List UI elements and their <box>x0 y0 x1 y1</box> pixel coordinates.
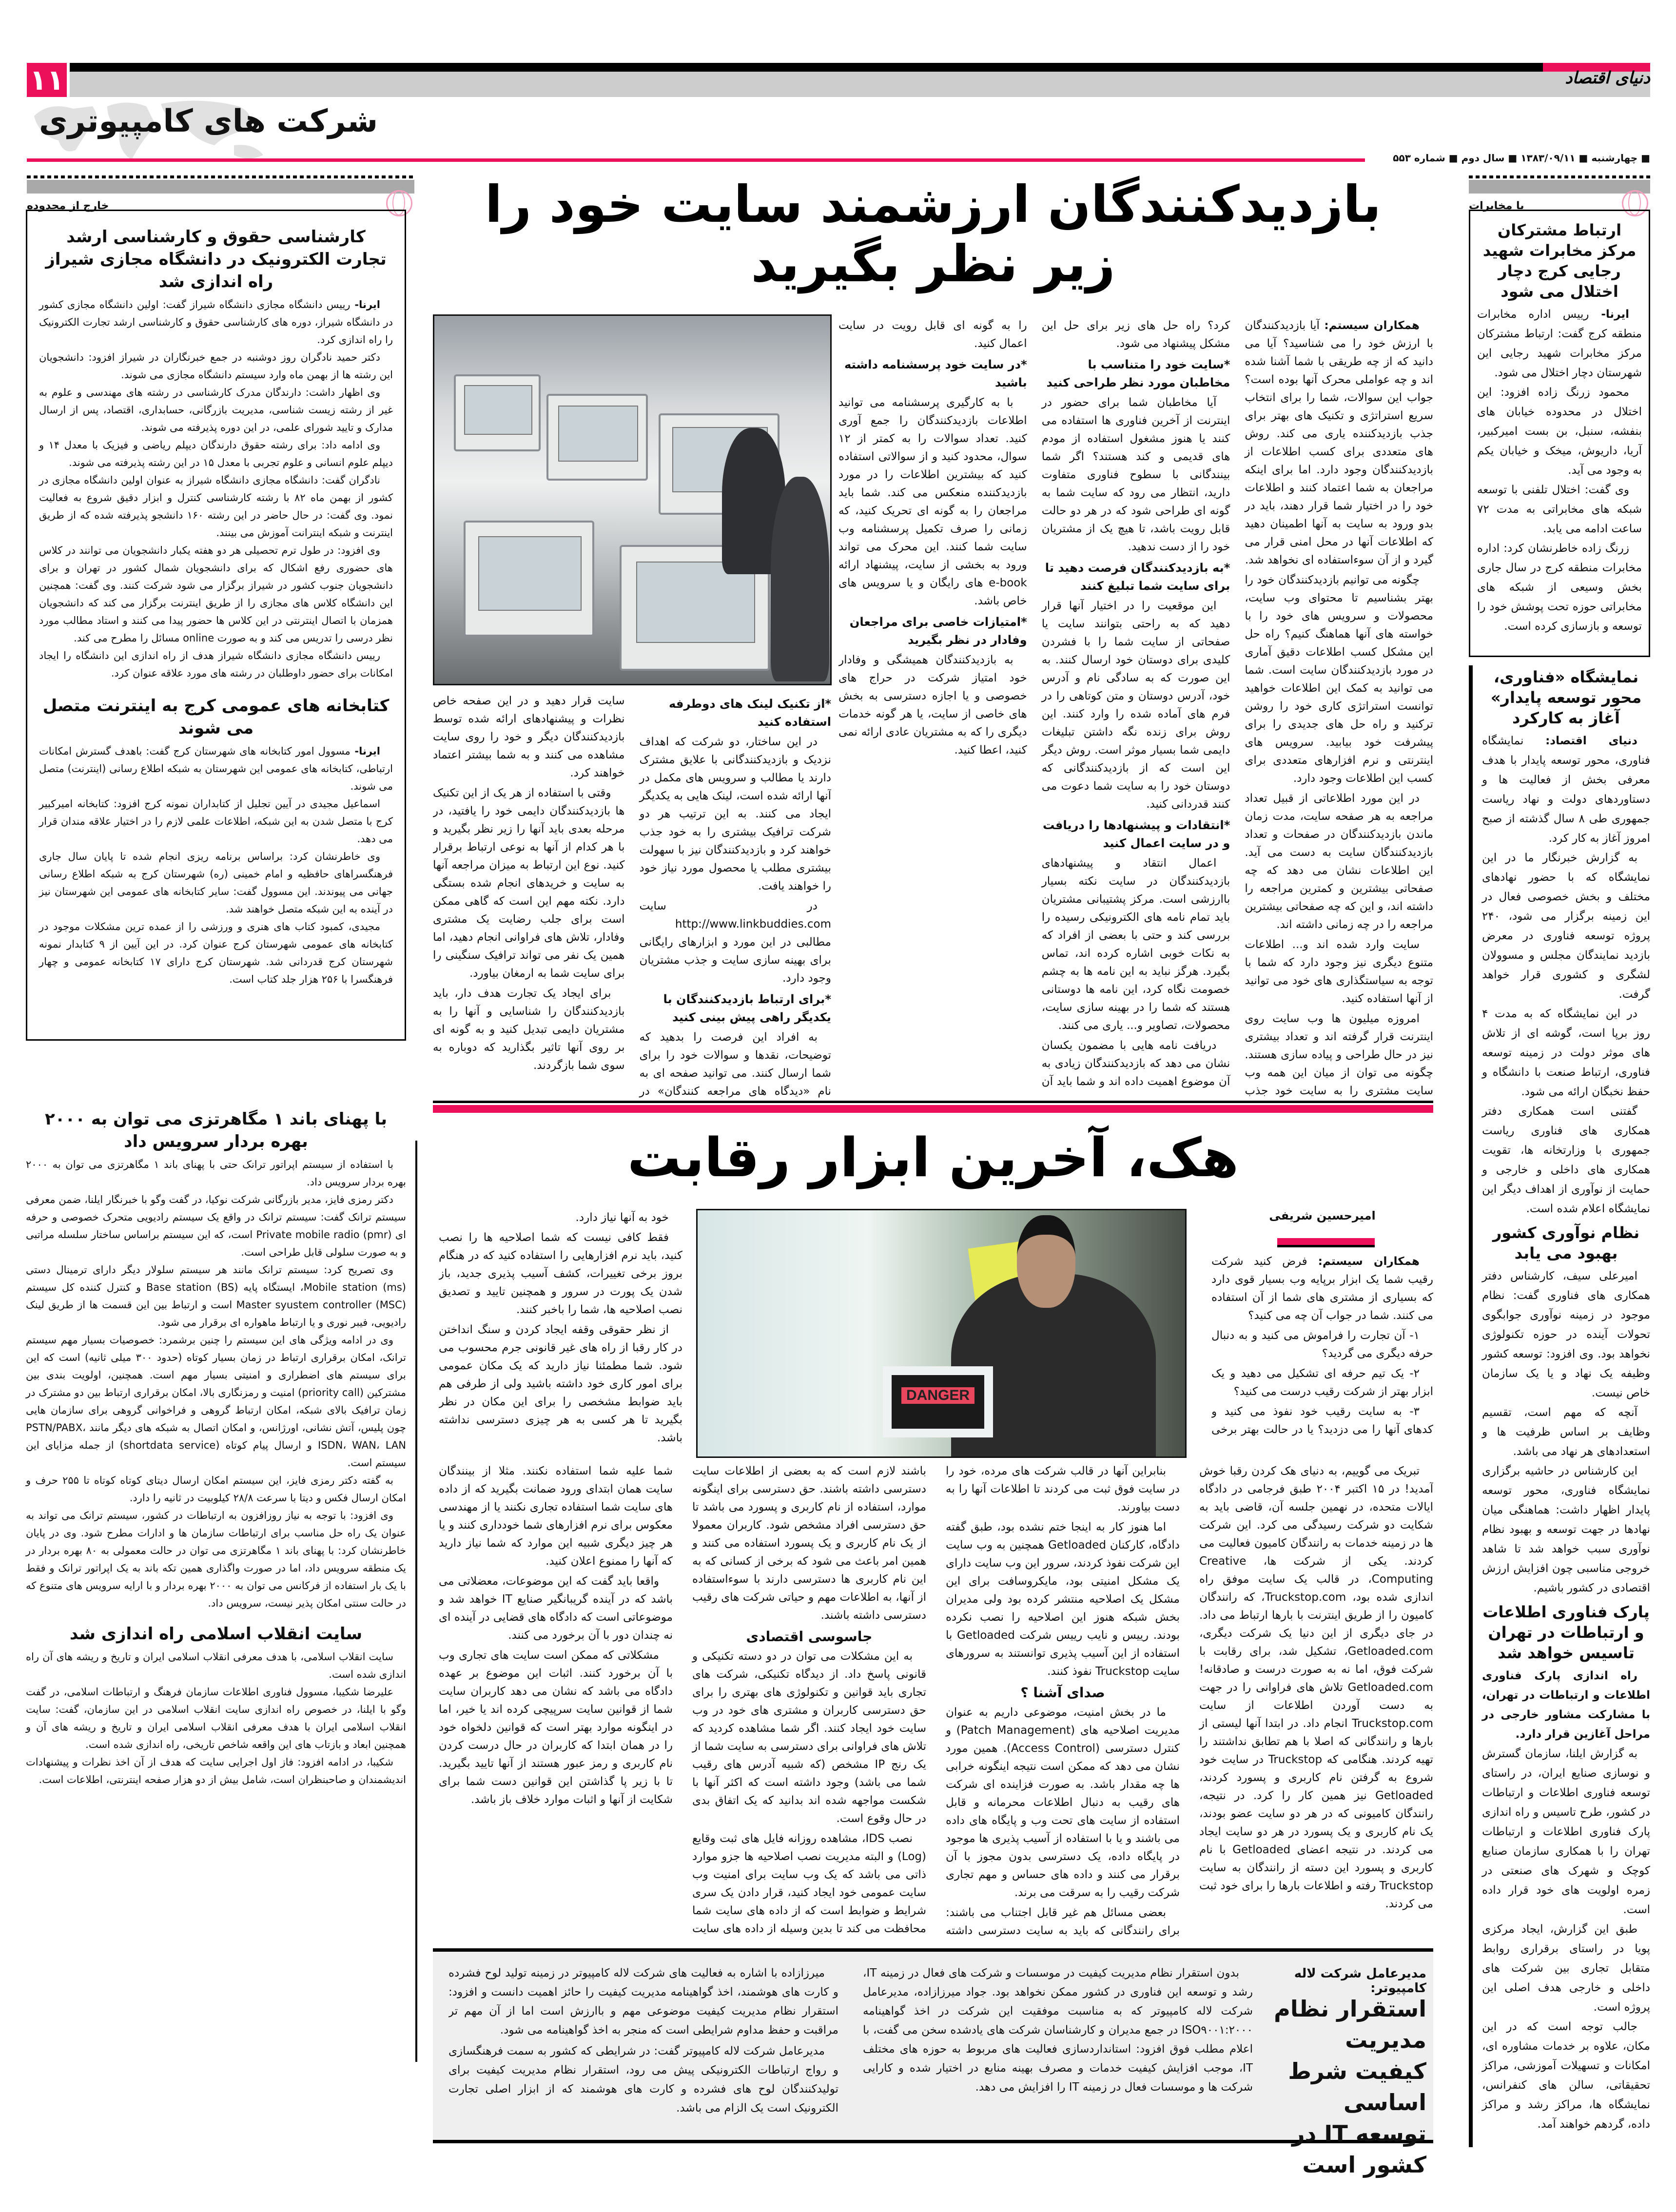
office-computers-photo <box>433 314 832 685</box>
paragraph-text: ۱- آن تجارت را فراموش می کنید و به دنبال حرفه دیگری می گردید؟ <box>1211 1329 1433 1360</box>
header-bar <box>27 180 414 194</box>
paragraph <box>1482 1666 1650 1744</box>
lead-text: دنیای اقتصاد: <box>1523 735 1637 747</box>
news-item <box>1482 667 1650 1219</box>
paragraph-text: آیا مخاطبان شما برای حضور در اینترنت از آخرین فناوری ها استفاده می کنند یا هنوز مشغول استفاده از مودم های قدیمی و کند هستند؟ اگر شما بینندگانی با سطوح فناوری متفاوت دارید، انتظار می رود که سایت شما به گونه ای طراحی شود که در هر دو حالت قابل رویت باشد، تا هیچ یک از مشتریان خود را از دست ندهید. <box>1041 396 1230 553</box>
paragraph-text: به بازدیدکنندگان همیشگی و وفادار خود امتیاز شرکت در حراج های خصوصی و یا اجازه دسترسی به بخش های خاصی از سایت، یا هر گونه خدمات دیگری را که به مشتریان عادی ارائه نمی کنید، اعطا کنید. <box>838 654 1027 757</box>
paragraph-text: شکیبا، در ادامه افزود: فاز اول اجرایی سایت که هدف از آن اخذ نظرات و پیشنهادات اندیشمندان و صاحبنظران است، شامل بیش از دو هزار صفحه اینترنتی، اطلاعات است. <box>26 1756 406 1785</box>
paragraph <box>433 784 625 983</box>
quality-box-headline: استقرار نظام مدیریت کیفیت شرط اساسی توسعه IT در کشور است <box>1274 1996 1426 2178</box>
news-item <box>26 1623 406 1788</box>
paragraph <box>1211 1327 1433 1363</box>
paragraph <box>439 1572 673 1645</box>
person-head <box>1017 1215 1075 1308</box>
paragraph <box>39 471 393 542</box>
paragraph-text: مسوول امور کتابخانه های شهرستان کرج گفت: باهدف گسترش امکانات ارتباطی، کتابخانه های عمومی این شهرستان به شبکه اطلاع رسانی (اینترنت) متصل می شوند. <box>39 745 393 792</box>
hack-story-headline: هک، آخرین ابزار رقابت <box>627 1126 1239 1189</box>
main-story-body-left <box>433 692 831 1102</box>
paragraph-text: محمود زرنگ زاده افزود: این اختلال در محدوده خیابان های بنفشه، سنبل، بن بست امیرکبیر، آریا، داریوش، میخک و خیابان یکم به وجود می آید. <box>1477 386 1642 477</box>
paragraph-text: جالب توجه است که در این مکان، علاوه بر خدمات مشاوره ای، امکانات و تسهیلات آموزشی، مراکز تحقیقاتی، سالن های کنفرانس، نمایشگاه ها، مراکز رشد و مراکز داده، گردهم خواهند آمد. <box>1482 2020 1650 2131</box>
subheading: *در سایت خود پرسشنامه داشته باشید <box>844 358 1027 389</box>
paragraph-text: تبریک می گوییم، به دنیای هک کردن رقبا خوش آمدید! در ۱۵ اکتبر ۲۰۰۴ طبق فرجامی در دادگاه ایالات متحده، در نهمین جلسه آن، قاضی باید به شکایت دو شرکت رسیدگی می کرد. این شرکت ها در زمینه خدمات به رانندگان کامیون فعالیت می کردند. یکی از شرکت ها، Creative Computing، در قالب یک سایت موفق راه اندازی شده بود، Truckstop.com، که رانندگان کامیون را از طریق اینترنت با بارها ارتباط می داد. در جای دیگری از این دنیا یک شرکت دیگری، Getloaded.com، تشکیل شد، برای رقابت با شرکت فوق، اما نه به صورت درست و صادقانه! Getloaded.com تلاش های فراوانی را در جهت به دست آوردن اطلاعات از سایت Truckstop.com انجام داد. در ابتدا آنها لیستی از بارها و رانندگانی که اصلا با هم تطابق نداشتند را تهیه کردند. هنگامی که Truckstop در سایت خود شروع به گرفتن نام کاربری و پسورد کردند، Getloaded نیز همین کار را کرد. در نتیجه، رانندگان کامیونی که در هر دو سایت عضو بودند، یک نام کاربری و یک پسورد در هر دو سایت ایجاد می کردند. در نتیجه اعضای Getloaded با نام کاربری و پسورد این دسته از رانندگان به سایت Truckstop رفته و اطلاعات بارها را برای خود ثبت می کردند. <box>1199 1465 1433 1910</box>
paragraph <box>439 1229 682 1319</box>
paragraph-text: آنچه که مهم است، تقسیم وظایف بر اساس ظرفیت ها و استعدادهای هر نهاد می باشد. <box>1482 1406 1650 1458</box>
monitor-icon <box>464 521 594 637</box>
paragraph <box>39 542 393 647</box>
subheading: صدای آشنا ؟ <box>1020 1685 1105 1701</box>
paragraph <box>1211 1253 1433 1325</box>
right-column-header <box>1469 175 1650 212</box>
article-headline: کتابخانه های عمومی کرج به اینترنت متصل می شوند <box>42 696 390 738</box>
lead-text: راه اندازی پارک فناوری اطلاعات و ارتباطات در تهران، با مشارکت مشاور خارجی در مراحل آغازین قرار دارد. <box>1482 1669 1650 1741</box>
paragraph <box>26 1472 406 1507</box>
paragraph <box>640 897 832 988</box>
paragraph <box>863 1964 1253 2097</box>
paragraph <box>448 1964 838 2040</box>
paragraph-text: میرزازاده با اشاره به فعالیت های شرکت لاله کامپیوتر در زمینه تولید لوح فشرده و کارت های هوشمند، اخذ گواهینامه مدیریت کیفیت را حائز اهمیت دانست و افزود: استقرار نظام مدیریت کیفیت موضوعی مهم و باارزش است اما از آن مهم تر مراقبت و حفظ مداوم شرایطی است که منجر به اخذ گواهینامه می شود. <box>448 1967 838 2037</box>
paragraph <box>1245 790 1433 934</box>
paragraph-text: برای ایجاد یک تجارت هدف دار، باید بازدیدکنندگان را شناسایی و آنها را به مشتریان دایمی تبدیل کنید و به گونه ای بر روی آنها تاثیر بگذارید که دوباره به سوی شما بازگردند. <box>433 987 625 1072</box>
paragraph-text: به گزارش ایلنا، سازمان گسترش و نوسازی صنایع ایران، در راستای توسعه فناوری اطلاعات و ارتباطات در کشور، طرح تاسیس و راه اندازی پارک فناوری اطلاعات و ارتباطات تهران را با همکاری سازمان صنایع کوچک و شهرک های صنعتی در زمره اولویت های خود قرار داده است. <box>1482 1747 1650 1916</box>
paragraph <box>1042 394 1230 556</box>
paragraph <box>1482 1004 1650 1102</box>
paragraph <box>1477 383 1642 480</box>
page-number: ۱۱ <box>27 63 67 97</box>
news-item <box>1482 1602 1650 2134</box>
paragraph-text: وی افزود: با توجه به نیاز روزافزون به ارتباطات در کشور، سیستم ترانک می تواند به عنوان یک راه حل مناسب برای ارتباطات سازمان ها و ادارات مطرح شود. وی در پایان خاطرنشان کرد: با پهنای باند ۱ مگاهرتزی می توان در حالت معمولی به ۸۰ بهره بردار در یک منطقه سرویس داد، اما در صورت واگذاری همین تکه باند به یک اپراتور ترانک و فقط با یک بار استفاده از فرکانس می توان به ۲۰۰۰ بهره بردار و با ارایه سرویس های متنوع که در حالت سنتی امکان پذیر نیست، سرویس داد. <box>26 1510 406 1609</box>
article-headline: ارتباط مشترکان مرکز مخابرات شهید رجایی کرج دچار اختلال می شود <box>1482 221 1637 301</box>
byline-rule <box>1277 1238 1375 1247</box>
paragraph-text: این کارشناس در حاشیه برگزاری نمایشگاه فناوری، محور توسعه پایدار اظهار داشت: هماهنگی میان نهادها در جهت توسعه و بهبود نظام نوآوری سبب خواهد شد تا شاهد خروجی مناسبی چون افزایش ارزش اقتصادی در کشور باشیم. <box>1482 1465 1650 1594</box>
paragraph-text: طبق این گزارش، ایجاد مرکزی پویا در راستای برقراری روابط متقابل تجاری بین شرکت های داخلی و خارجی هدف اصلی این پروژه است. <box>1482 1923 1650 2014</box>
main-story-body-right <box>838 317 1433 1102</box>
paragraph <box>26 1507 406 1612</box>
paragraph-text: ۲- یک تیم حرفه ای تشکیل می دهید و یک ابزار بهتر از شرکت رقیب درست می کنید؟ <box>1211 1367 1433 1398</box>
paragraph <box>838 394 1027 610</box>
paragraph-text: امروزه میلیون ها وب سایت روی اینترنت قرار گرفته اند و تعداد بیشتری نیز در حال طراحی و پیاده سازی هستند. چگونه می توان از میان این همه وب سایت مشتری را به سایت خود جذب کرد؟ راه حل های زیر برای حل این مشکل پیشنهاد می شود. <box>1041 319 1433 1097</box>
monitor-icon <box>546 394 648 481</box>
article-headline: نظام نوآوری کشور بهبود می یابد <box>1492 1223 1640 1262</box>
paragraph-text: مدیرعامل شرکت لاله کامپیوتر گفت: در شرایطی که کشور به سمت فرهنگسازی و رواج ارتباطات الکترونیکی پیش می رود، استقرار نظام مدیریت کیفیت برای تولیدکنندگان لوح های فشرده و کارت های هوشمند که از ابزار اصلی تجارت الکترونیک است یک الزام می باشد. <box>448 2045 838 2115</box>
news-item <box>39 695 393 988</box>
paragraph <box>838 651 1027 759</box>
paragraph-text: سایت وارد شده اند و... اطلاعات متنوع دیگری نیز وجود دارد که شما با توجه به سیاستگذاری های خود می توانید از آنها استفاده کنید. <box>1245 938 1433 1005</box>
paragraph-text: نصب IDS، مشاهده روزانه فایل های ثبت وقایع (Log) و البته مدیریت نصب اصلاحیه ها جزو موارد ذاتی می باشد که یک وب سایت برای امنیت وب سایت عمومی خود ایجاد کنید، قرار دادن یک سری شرایط و ضوابط است که از داده های سایت شما محافظت می کند تا بدین وسیله از داده های سایت شما علیه شما استفاده نکنند. مثلا از بینندگان سایت همان ابتدای ورود ضمانت بگیرید که از داده های سایت شما استفاده تجاری نکنند یا از مهندسی معکوس برای نرم افزارهای شما خودداری کنند و یا هر چیز دیگری شبیه این موارد که شما نیاز دارید که آنها را ممنوع اعلان کنید. <box>439 1465 926 1935</box>
left-column-lower <box>26 1104 406 2069</box>
article-body <box>1477 305 1642 636</box>
paragraph <box>39 848 393 918</box>
lead-text: همکاران سیستم: <box>1307 1255 1420 1268</box>
paragraph <box>26 1753 406 1788</box>
lead-text: ایرنا- <box>350 745 380 757</box>
paragraph <box>439 1321 682 1447</box>
paragraph-text: به گزارش خبرنگار ما در این نمایشگاه که با حضور نهادهای مختلف و بخش خصوصی فعال در این زمینه برگزار می شود، ۲۴۰ پروژه توسعه فناوری در معرض بازدید نمایندگان مجلس و مسوولان لشگری و کشوری قرار خواهد گرفت. <box>1482 852 1650 1001</box>
paragraph-text: وی اظهار داشت: دارندگان مدرک کارشناسی در رشته های مهندسی و علوم به غیر از رشته زیست شناسی، مدیریت بازرگانی، حسابداری، اقتصاد، پس از ارسال مدارک و تایید شورای علمی، در این دوره پذیرفته می شوند. <box>39 387 393 433</box>
paragraph <box>433 985 625 1075</box>
left-column-box <box>26 210 406 1041</box>
paragraph-text: بدون استقرار نظام مدیریت کیفیت در موسسات و شرکت های فعال در زمینه IT، رشد و توسعه این فناوری در کشور ممکن نخواهد بود. جواد میرزازاده، مدیرعامل شرکت لاله کامپیوتر که به مناسبت موفقیت این شرکت در اخذ گواهینامه ISO۹۰۰۱:۲۰۰۰ در جمع مدیران و کارشناسان شرکت های یادشده سخن می گفت، با اعلام مطلب فوق افزود: استانداردسازی فعالیت های مربوط به حوزه های مختلف IT، موجب افزایش کیفیت خدمات و مصرف بهینه منابع در اختیار شده و کارایی شرکت ها و موسسات فعال در زمینه IT را افزایش می دهد. <box>863 1967 1253 2094</box>
paragraph <box>1211 1365 1433 1401</box>
paragraph-text: ۳- به سایت رقیب خود نفوذ می کنید و کدهای آنها را می دزدید؟ یا در حالت بهتر برخی <box>1211 1405 1433 1436</box>
paragraph-text: این موقعیت را در اختیار آنها قرار دهید که به راحتی بتوانند سایت یا صفحاتی از سایت شما را با فشردن کلیدی برای دوستان خود ارسال کنند. به این صورت که به سادگی نام و آدرس خود، آدرس دوستان و متن کوتاهی را در فرم های آماده شده را وارد کنند. این روش برای زنده نگه داشتن تبلیغات دایمی شما بسیار موثر است. روش دیگر این است که از بازدیدکنندگانی که دوستان خود را به سایت شما دعوت می کنند قدردانی کنید. <box>1041 600 1230 811</box>
danger-sign-text: DANGER <box>901 1387 974 1404</box>
paragraph <box>39 436 393 471</box>
paragraph-text: در این نمایشگاه که به مدت ۴ روز برپا است، گوشه ای از تلاش های موثر دولت در زمینه توسعه فناوری، ارتباط صنعت با دانشگاه و حفظ نخبگان ارائه می شود. <box>1482 1008 1650 1098</box>
paragraph-text: وقتی با استفاده از هر یک از این تکنیک ها بازدیدکنندگان دایمی خود را یافتید، در مرحله بعدی باید آنها را زیر نظر بگیرید و با هر کدام از آنها به نوعی ارتباط برقرار کنید. نوع این ارتباط به میزان مراجعه آنها به سایت و خریدهای انجام شده بستگی دارد. نکته مهم این است که گاهی ممکن است برای جلب رضایت یک مشتری وفادار، تلاش های فراوانی انجام دهید، اما همین یک نفر می تواند ترافیک سنگینی را برای سایت شما به ارمغان بیاورد. <box>433 787 625 980</box>
paragraph-text: با استفاده از سیستم اپراتور ترانک حتی با پهنای باند ۱ مگاهرتزی می توان به ۲۰۰۰ بهره بردار سرویس داد. <box>26 1159 406 1188</box>
lead-text: ایرنا- <box>1589 308 1630 321</box>
paragraph-text: فقط کافی نیست که شما اصلاحیه ها را نصب کنید، باید نرم افزارهایی را استفاده کنید که در هنگام بروز برخی تغییرات، کشف آسیب پذیری جدید، باز شدن یک پورت در سرور و همچنین تایید و تصدیق نصب اصلاحیه ها، شما را باخبر کنند. <box>439 1231 682 1316</box>
paragraph-text: سایت انقلاب اسلامی، با هدف معرفی انقلاب اسلامی ایران و تاریخ و ریشه های آن راه اندازی شده است. <box>26 1651 406 1680</box>
subheading: *به بازدیدکنندگان فرصت دهید تا برای سایت شما تبلیغ کنند <box>1045 561 1230 593</box>
paragraph-text: علیرضا شکیبا، مسوول فناوری اطلاعات سازمان فرهنگ و ارتباطات اسلامی، در گفت وگو با ایلنا، در خصوص راه اندازی سایت انقلاب اسلامی در این سازمان، گفت: سایت انقلاب اسلامی ایران با هدف معرفی انقلاب اسلامی ایران و تاریخ و ریشه های آن و همچنین ابعاد و بازتاب های این واقعه شاخص تاریخی، راه اندازی شده است. <box>26 1686 406 1750</box>
paragraph-text: نمایشگاه فناوری، محور توسعه پایدار با هدف معرفی بخش از فعالیت ها و دستاوردهای دولت و نهاد ریاست جمهوری طی ۸ سال گذشته از صبح امروز آغاز به کار کرد. <box>1482 735 1650 845</box>
paragraph <box>39 296 393 349</box>
paragraph-text: خود به آنها نیاز دارد. <box>575 1211 669 1224</box>
paragraph <box>1482 1102 1650 1219</box>
right-column-lower <box>1482 663 1650 2150</box>
quality-box-body <box>448 1964 1253 2130</box>
paragraph <box>26 1331 406 1472</box>
paragraph <box>1482 848 1650 1004</box>
paragraph-text: آیا بازدیدکنندگان با ارزش خود را می شناسید؟ آیا می دانید که از چه طریقی با شما آشنا شده اند و چه عواملی محرک آنها بوده است؟ جواب این سوالات، شما را برای انتخاب سریع استراتژی و تکنیک های بهتر برای جذب بازدیدکننده یاری می کند. روش های متعددی برای کسب اطلاعات از بازدیدکنندگان وجود دارد. اما برای اینکه مراجعان به شما اعتماد کنند و اطلاعات خود را در اختیار شما قرار دهند، باید در بدو ورود به سایت به آنها اطمینان دهید که اطلاعات آنها در محل امنی قرار می گیرد و از آن سوءاستفاده ای نخواهد شد. <box>1245 319 1433 566</box>
paragraph <box>692 1648 926 1828</box>
paragraph <box>39 742 393 795</box>
paragraph-text: مجیدی، کمبود کتاب های هنری و ورزشی را از عمده ترین مشکلات موجود در کتابخانه های عمومی شهرستان کرج عنوان کرد. در این آیین از ۹ کتابدار نمونه شهرستان کرج قدردانی شد. شهرستان کرج دارای ۱۷ کتابخانه عمومی و چهار فرهنگسرا با ۲۵۶ هزار جلد کتاب است. <box>39 921 393 985</box>
right-column-label: با مخابرات <box>1469 200 1524 212</box>
paragraph-text: وی تصریح کرد: سیستم ترانک مانند هر سیستم سلولار دیگر دارای ترمینال دستی Mobile station (ms)، ایستگاه پایه Base station (BS) و کنترل کننده کل سیستم Master syustem controller (MSC) است و ارتباط بین این قسمت ها از طریق لینک رادیویی، فیبر نوری و یا ارتباط ماهواره ای برقرار می شود. <box>26 1264 406 1328</box>
story-divider <box>433 1101 1433 1103</box>
paragraph-text: در این مورد اطلاعاتی از قبیل تعداد مراجعه به هر صفحه سایت، مدت زمان ماندن بازدیدکنندگان در صفحات و تعداد بازدیدکنندگان سایت به دست می آید. این اطلاعات نشان می دهد که چه صفحاتی بیشترین و کمترین مراجعه را داشته اند، و این که چه صفحاتی بیشترین مراجعه را در چه زمانی داشته اند. <box>1245 792 1433 931</box>
paragraph-text: واقعا باید گفت که این موضوعات، معضلاتی می باشد که در آینده گریبانگیر صنایع IT خواهد شد و موضوعاتی است که دادگاه های قضایی در آینده ای نه چندان دور با آن برخورد می کنند. <box>439 1575 673 1642</box>
paragraph <box>1482 1744 1650 1920</box>
paragraph <box>1482 1403 1650 1461</box>
paragraph <box>1245 936 1433 1008</box>
paragraph <box>26 1191 406 1261</box>
paragraph <box>39 384 393 436</box>
article-headline: نمایشگاه «فناوری، محور توسعه پایدار» آغاز به کارکرد <box>1490 668 1642 727</box>
paragraph-text: بنابراین آنها در قالب شرکت های مرده، خود را در سایت فوق ثبت می کردند تا اطلاعات آنها را به دست بیاورند. <box>946 1465 1180 1513</box>
paragraph <box>946 1462 1180 1516</box>
paragraph-text: گفتنی است همکاری دفتر همکاری های فناوری ریاست جمهوری با وزارتخانه ها، تقویت همکاری های داخلی و خارجی و حمایت از نوآوری از اهداف دیگر این نمایشگاه اعلام شده است. <box>1482 1105 1650 1215</box>
article-body <box>1482 731 1650 1219</box>
quality-box-kicker: مدیرعامل شرکت لاله کامپیوتر: <box>1294 1966 1426 1996</box>
paragraph <box>1477 539 1642 636</box>
paragraph-text: نادگران گفت: دانشگاه مجازی دانشگاه شیراز به عنوان اولین دانشگاه مجازی در کشور از بهمن ماه ۸۲ با رشته کارشناسی کنترل و ابزار دقیق شروع به فعالیت نمود. وی گفت: در حال حاضر در این رشته ۱۶۰ دانشجو پذیرفته شده که از طریق اینترنت و شبکه اینترانت آموزش می بینند. <box>39 474 393 539</box>
hack-story-intro <box>1211 1253 1433 1457</box>
left-column-label: خارج از محدوده <box>27 200 109 212</box>
news-item <box>39 226 393 682</box>
newspaper-logo: دنیای اقتصاد <box>1565 68 1650 88</box>
paragraph-text: وی گفت: اختلال تلفنی با توسعه شبکه های مخابراتی به مدت ۷۲ ساعت ادامه می یابد. <box>1477 484 1642 535</box>
paragraph <box>1042 854 1230 1035</box>
paragraph-text: از نظر حقوقی وقفه ایجاد کردن و سنگ انداختن در کار رقبا از راه های غیر قانونی جرم محسوب می شود. شما مطمئنا نیاز دارید که یک مکان عمومی برای امور کاری خود داشته باشید ولی از طرفی هم باید ضوابط مشخصی را برای این مکان در نظر بگیرید تا هر کسی به هر چیزی دسترسی نداشته باشد. <box>439 1323 682 1444</box>
paragraph-text: دریافت نامه هایی با مضمون یکسان نشان می دهد که بازدیدکنندگان زیادی به آن موضوع اهمیت داده اند و شما باید آن را به گونه ای قابل رویت در سایت اعمال کنید. <box>838 319 1230 1088</box>
paragraph-text: در سایت http://www.linkbuddies.com مطالبی در این مورد و ابزارهای رایگانی برای بهینه سازی سایت و جذب مشتریان وجود دارد. <box>639 900 831 985</box>
person-silhouette <box>771 477 829 681</box>
masthead-gray-band <box>70 72 1650 97</box>
column-rule <box>415 1141 417 2062</box>
paragraph <box>640 733 832 895</box>
paragraph-text: وی در ادامه ویژگی های این سیستم را چنین برشمرد: خصوصیات بسیار مهم سیستم ترانک، امکان برقراری ارتباط در زمان بسیار کوتاه (حدود ۳۰۰ میلی ثانیه) است که این برای سیستم های اضطراری و امنیتی بسیار مهم است. همچنین، اولویت بندی بین مشترکین (priority call) امنیت و رمزنگاری بالا، امکان برقراری ارتباط بین دو مشترک در زمان ترافیک بالای شبکه، امکان ارتباط گروهی و فراخوانی گروهی برای سازمان هایی چون پلیس، آتش نشانی، اورژانس، و امکان اتصال به شبکه های دیگر مانند PSTN/PABX، ISDN، WAN، LAN و ارسال پیام کوتاه (shortdata service) از جمله مزایای این سیستم است. <box>26 1334 406 1469</box>
paragraph-text: اعمال انتقاد و پیشنهادهای بازدیدکنندگان در سایت نکته بسیار باارزشی است. مرکز پشتیبانی مشتریان باید تمام نامه های الکترونیکی رسیده را بررسی کند و حتی با بعضی از افراد که به نکات خوبی اشاره کرده اند، تماس بگیرد. هرگز نباید به این نامه ها به چشم خصومت نگاه کرد، این نامه ها دوستانی هستند که شما را در بهینه سازی سایت، محصولات، تصاویر و... یاری می کنند. <box>1041 857 1230 1032</box>
paragraph-text: در این ساختار، دو شرکت که اهداف نزدیک و بازدیدکنندگانی با علایق مشترک دارند یا مطالب و سرویس های مکمل در آنها ارائه شده است، لینک هایی به یکدیگر ایجاد می کنند. به این ترتیب هر دو شرکت ترافیک بیشتری را به خود جذب خواهند کرد و بازدیدکنندگان نیز با سهولت بیشتری مطلب یا محصول مورد نیاز خود را خواهند یافت. <box>639 736 831 893</box>
subheading: *سایت خود را متناسب با مخاطبان مورد نظر طراحی کنید <box>1046 358 1230 389</box>
paragraph-text: رییس دانشگاه مجازی دانشگاه شیراز هدف از راه اندازی این دانشگاه را ایجاد امکانات برای حضور داوطلبان در رشته های مورد علاقه عنوان کرد. <box>39 650 393 679</box>
paragraph <box>448 2042 838 2118</box>
paragraph-text: چگونه می توانیم بازدیدکنندگان خود را بهتر بشناسیم تا محتوای وب سایت، محصولات و سرویس های خود را با خواسته های آنها هماهنگ کنیم؟ راه حل این مشکل کسب اطلاعات دقیق آماری در مورد بازدیدکنندگان سایت است. شما می توانید به کمک این اطلاعات خواهید توانست استراتژی کاری خود را روشن ترکنید و راه حل های جدیدی را برای پیشرفت خود بیابید. سرویس های اینترنتی و نرم افزارهای متعددی برای کسب این اطلاعات وجود دارد. <box>1245 574 1433 785</box>
paragraph <box>1482 1920 1650 2017</box>
news-item <box>1482 1222 1650 1598</box>
column-rule <box>1469 665 1473 2147</box>
paragraph-text: رییس اداره مخابرات منطقه کرج گفت: ارتباط مشترکان مرکز مخابرات شهید رجایی این شهرستان دچار اختلال می شود. <box>1477 308 1642 379</box>
dotted-rule <box>27 175 414 178</box>
masthead-black-bar <box>70 63 1543 72</box>
lead-text: ایرنا- <box>350 299 380 310</box>
subheading: *برای ارتباط بازدیدکنندگان با یکدیگر راهی پیش بینی کنید <box>663 992 831 1024</box>
article-headline: کارشناسی حقوق و کارشناسی ارشد تجارت الکترونیک در دانشگاه مجازی شیراز راه اندازی شد <box>45 227 387 291</box>
paragraph-text: اسماعیل مجیدی در آیین تجلیل از کتابداران نمونه کرج افزود: کتابخانه امیرکبیر کرج با متصل شدن به این شبکه، اطلاعات علمی لازم را در اختیار علاقه مندان قرار می دهد. <box>39 798 393 845</box>
paragraph <box>1477 480 1642 539</box>
paragraph-text: به گفته دکتر رمزی فایز، این سیستم امکان ارسال دیتای کوتاه کوتاه تا ۲۵۵ حرف و امکان ارسال فکس و دیتا با سرعت ۲۸/۸ کیلوبیت در ثانیه را دارد. <box>26 1475 406 1504</box>
paragraph-text: مشکلاتی که ممکن است سایت های تجاری وب با آن برخورد کنند. اثبات این موضوع بر عهده دادگاه می باشد که نشان می دهد کاربران سایت شما از قوانین سایت سرپیچی کرده اند یا خیر، اما در اینگونه موارد بهتر است که قوانین دلخواه خود را در همان ابتدا که کاربران در حال درست کردن نام کاربری و رمز عبور هستند از آنها تایید بگیرید. تا با زیر پا گذاشتن این قوانین دست شما برای شکایت از آنها و اثبات موارد خلاف باز باشد. <box>439 1649 673 1806</box>
article-headline: پارک فناوری اطلاعات و ارتباطات در تهران تاسیس خواهد شد <box>1482 1603 1650 1662</box>
paragraph-text: ما در بخش امنیت، موضوعی داریم به عنوان مدیریت اصلاحیه های (Patch Management) و کنترل دسترسی (Access Control). همین مورد نشان می دهد که ممکن است نتیجه اینگونه خرابی ها چه مقدار باشد. به صورت فزاینده ای شرکت های رقیب به دنبال اطلاعات محرمانه و قابل استفاده از سایت های تحت وب و پایگاه های داده می باشند و یا با استفاده از آسیب پذیری ها موجود در پایگاه داده، یک دسترسی بدون مجوز با آن برقرار می کنند و داده های حساس و مهم تجاری شرکت رقیب را به سرقت می برند. <box>946 1706 1180 1899</box>
paragraph <box>1199 1462 1433 1913</box>
paragraph-text: وی افزود: در طول ترم تحصیلی هر دو هفته یکبار دانشجویان می توانند در کلاس های حضوری رفع اشکال که برای دانشجویان شمال کشور در تهران و برای دانشجویان جنوب کشور در شیراز برگزار می شود شرکت کنند. وی گفت: همچنین این دانشگاه کلاس های مجازی را از طریق اینترنت برگزار می کند که دانشجویان همزمان با اتصال اینترنتی در این کلاس ها حضور پیدا می کنند و استاد مطالب مورد نظر درسی را تدریس می کند و به صورت online مسائل را مطرح می کند. <box>39 544 393 644</box>
paragraph <box>439 1647 673 1809</box>
paragraph-text: به این مشکلات می توان در دو دسته تکنیکی و قانونی پاسخ داد. از دیدگاه تکنیکی، شرکت های تجاری باید قوانین و تکنولوژی های بهتری را برای حق دسترسی کاربران و مشتری های خود در وب سایت خود ایجاد کنند. اگر شما مشاهده کردید که تلاش های فراوانی برای دسترسی به سایت شما از یک رنج IP مشخص (که شبیه آدرس های رقیب شما می باشد) وجود داشته است که اکثر آنها با شکست مواجهه شده اند بدانید که یک اتفاق بدی در حال وقوع است. <box>692 1650 926 1825</box>
paragraph-text: دکتر حمید نادگران روز دوشنبه در جمع خبرنگاران در شیراز افزود: دانشجویان این رشته ها از بهمن ماه وارد سیستم دانشگاه مجازی می شوند. <box>39 351 393 381</box>
hack-story-side-column <box>439 1209 682 1457</box>
header-bar <box>1469 180 1650 194</box>
paragraph <box>26 1156 406 1191</box>
paragraph-text: امیرعلی سیف، کارشناس دفتر همکاری های فناوری گفت: نظام موجود در زمینه نوآوری جوابگوی تحولات آینده در حوزه تکنولوژی نخواهد بود. وی افزود: توسعه کشور وظیفه یک نهاد و یا یک سازمان خاص نیست. <box>1482 1270 1650 1399</box>
article-body <box>39 742 393 988</box>
monitor-icon <box>454 374 541 451</box>
paragraph <box>1477 305 1642 383</box>
quality-management-box <box>433 1948 1433 2178</box>
paragraph-text: رییس دانشگاه مجازی دانشگاه شیراز گفت: اولین دانشگاه مجازی کشور در دانشگاه شیراز، دوره های کارشناسی حقوق و کارشناسی ارشد تجارت الکترونیک را راه اندازی کرد. <box>39 299 393 346</box>
hack-story-byline: امیرحسین شریفی <box>1269 1209 1376 1222</box>
article-headline: با پهنای باند ۱ مگاهرتزی می توان به ۲۰۰۰ بهره بردار سرویس داد <box>45 1109 387 1151</box>
article-body <box>1482 1666 1650 2134</box>
subheading: جاسوسی اقتصادی <box>746 1629 873 1645</box>
right-column-box <box>1469 210 1650 657</box>
paragraph <box>1042 597 1230 814</box>
paragraph <box>39 349 393 384</box>
subheading: *امتیازات خاصی برای مراجعان وفادار در نظر بگیرید <box>849 615 1027 647</box>
paragraph <box>1482 731 1650 848</box>
paragraph-text: بعضی مسائل هم غیر قابل اجتناب می باشند: برای رانندگانی که باید به سایت دسترسی داشته باشند لازم است که به بعضی از اطلاعات سایت دسترسی داشته باشند. حق دسترسی برای اینگونه موارد، استفاده از نام کاربری و پسورد می باشد تا حق دسترسی افراد مشخص شود. کاربران معمولا از یک نام کاربری و یک پسورد استفاده می کنند و همین امر باعث می شود که برخی از کسانی که به این نام کاربری ها دسترسی دارند با سوءاستفاده از آنها، به اطلاعات مهم و حیاتی شرکت های رقیب دسترسی داشته باشند. <box>692 1465 1180 1937</box>
section-title: شرکت های کامپیوتری <box>39 103 378 139</box>
paragraph-text: با به کارگیری پرسشنامه می توانید اطلاعات بازدیدکنندگان را جمع آوری کنید. تعداد سوالات را به کمتر از ۱۲ سوال، محدود کنید و از سوالاتی استفاده کنید که بیشترین اطلاعات را در مورد بازدیدکننده منعکس می کند. شما باید مراجعان را به گونه ای تحریک کنید، که زمانی را صرف تکمیل پرسشنامه وب سایت شما کنند. این محرک می تواند ورود به بخشی از سایت، پیشنهاد ارائه e-book های رایگان و یا سرویس های خاص باشد. <box>838 396 1027 607</box>
paragraph <box>1482 1461 1650 1598</box>
paragraph <box>26 1683 406 1753</box>
danger-sign <box>883 1366 993 1437</box>
paragraph <box>39 918 393 988</box>
paragraph <box>26 1648 406 1683</box>
paragraph <box>1245 571 1433 788</box>
paragraph <box>1482 2017 1650 2134</box>
issue-date-line: ■ چهارشنبه ■ ۱۳۸۳/۰۹/۱۱ ■ سال دوم ■ شماره ۵۵۳ <box>1365 150 1650 166</box>
paragraph <box>946 1518 1180 1681</box>
paragraph <box>1245 317 1433 569</box>
news-item <box>26 1108 406 1612</box>
paragraph-text: وی خاطرنشان کرد: براساس برنامه ریزی انجام شده تا پایان سال جاری فرهنگسراهای حافظیه و امام خمینی (ره) شهرستان کرج به شبکه اطلاع رسانی جهانی می پیوندند. این مسوول گفت: سایر کتابخانه های عمومی این شهرستان نیز در آینده به این شبکه متصل خواهند شد. <box>39 851 393 915</box>
story-divider-accent <box>433 1105 1433 1113</box>
main-headline-line1: بازدیدکنندگان ارزشمند سایت خود را <box>485 175 1382 234</box>
paragraph-text: زرنگ زاده خاطرنشان کرد: اداره مخابرات منطقه کرج در سال جاری بخش وسیعی از شبکه های مخابراتی حوزه تحت پوشش خود را توسعه و بازسازی کرده است. <box>1477 542 1642 633</box>
subheading: *انتقادات و پیشنهادها را دریافت و در سایت اعمال کنید <box>1043 818 1230 850</box>
paragraph <box>39 795 393 848</box>
paragraph-text: دکتر رمزی فایز، مدیر بازرگانی شرکت نوکیا، در گفت وگو با خبرنگار ایلنا، ضمن معرفی سیستم ترانک گفت: سیستم ترانک در واقع یک سیستم رادیویی متحرک خصوصی و حرفه ای Private mobile radio (pmr) است، که این سیستم براساس ساختار سلسله مراتبی و به صورت سلولی قابل طراحی است. <box>26 1194 406 1258</box>
paragraph <box>439 1209 682 1227</box>
paragraph-text: به افراد این فرصت را بدهید که توضیحات، نقدها و سوالات خود را برای شما ارسال کنند. می توانید صفحه ای به نام «دیدگاه های مراجعه کنندگان» در سایت قرار دهید و در این صفحه خاص نظرات و پیشنهادهای ارائه شده توسط بازدیدکنندگان دیگر و خود را روی سایت مشاهده می کنند و به شما بیشتر اعتماد خواهند کرد. <box>433 695 831 1098</box>
paragraph-text: وی ادامه داد: برای رشته حقوق دارندگان دیپلم ریاضی و فیزیک با معدل ۱۴ و دیپلم علوم انسانی و علوم تجربی با معدل ۱۵ در این رشته پذیرفته می شوند. <box>39 439 393 468</box>
subheading: *از تکنیک لینک های دوطرفه استفاده کنید <box>669 697 831 729</box>
paragraph <box>26 1261 406 1331</box>
paragraph <box>946 1704 1180 1902</box>
hack-story-body <box>439 1462 1433 1945</box>
paragraph <box>1482 1266 1650 1403</box>
paragraph <box>39 647 393 682</box>
paragraph-text: اما هنوز کار به اینجا ختم نشده بود، طبق گفته دادگاه، کارکنان Getloaded همچنین به وب سایت این شرکت نفوذ کردند، سرور این وب سایت دارای یک مشکل امنیتی بود، مایکروسافت برای این مشکل یک اصلاحیه منتشر کرده بود ولی مدیران بخش شبکه هنوز این اصلاحیه را نصب نکرده بودند. رییس و نایب رییس شرکت Getloaded با استفاده از این آسیب پذیری توانستند به سرورهای سایت Truckstop نفوذ کنند. <box>946 1521 1180 1678</box>
dotted-rule <box>1469 175 1650 178</box>
paragraph-text: فرض کنید شرکت رقیب شما یک ابزار برپایه وب بسیار قوی دارد که بسیاری از مشتری های شما از آن استفاده می کنند. شما در جواب آن چه می کنید؟ <box>1211 1255 1433 1322</box>
lead-text: همکاران سیستم: <box>1319 319 1420 332</box>
main-headline-line2: زیر نظر بگیرید <box>751 234 1115 293</box>
main-headline <box>433 175 1433 296</box>
article-body <box>26 1156 406 1612</box>
article-headline: سایت انقلاب اسلامی راه اندازی شد <box>69 1624 363 1644</box>
left-column-header <box>27 175 414 212</box>
article-body <box>1482 1266 1650 1598</box>
article-body <box>39 296 393 682</box>
article-body <box>26 1648 406 1788</box>
hacker-photo <box>696 1209 1187 1458</box>
news-item <box>1477 220 1642 636</box>
